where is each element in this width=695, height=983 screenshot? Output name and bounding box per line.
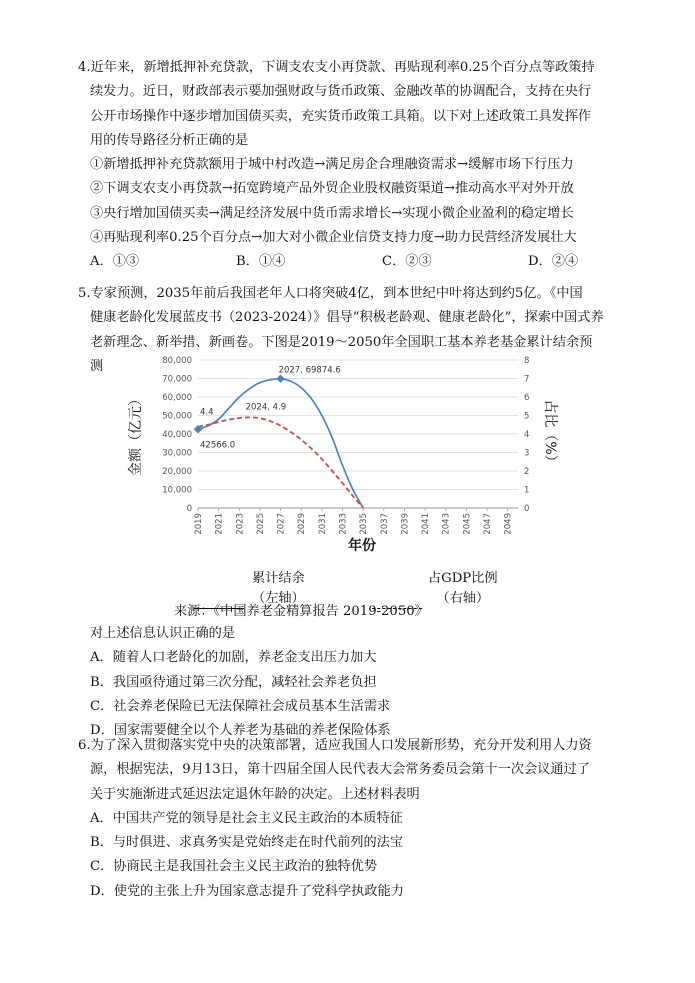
annotation-peak: 2027, 69874.6 [278, 365, 341, 376]
y2-tick-label: 6 [524, 393, 530, 403]
y2-tick-label: 5 [524, 411, 530, 422]
q4-option-c[interactable]: C．②③ [382, 254, 432, 270]
x-tick-label: 2027 [276, 513, 287, 535]
q4-stem-line-2: 续发力。近日，财政部表示要加强财政与货币政策、金融改革的协调配合，支持在央行 [90, 84, 592, 100]
chart-source: 来源：《中国养老金精算报告 2019-2050》 [174, 604, 428, 619]
y-tick-label: 50,000 [162, 411, 192, 422]
q4-option-a[interactable]: A．①③ [90, 254, 140, 270]
q6-stem-line-2: 源，根据宪法，9月13日，第十四届全国人民代表大会常务委员会第十一次会议通过了 [90, 762, 590, 778]
x-tick-label: 2033 [338, 513, 349, 535]
x-tick-label: 2019 [194, 513, 204, 535]
annotation-ratio-peak: 2024, 4.9 [245, 402, 287, 413]
y-tick-label: 70,000 [162, 374, 192, 385]
x-tick-label: 2043 [441, 513, 452, 535]
q4-item-4: ④再贴现利率0.25个百分点→加大对小微企业信贷支持力度→助力民营经济发展壮大 [90, 230, 577, 246]
q6-option-a[interactable]: A．中国共产党的领导是社会主义民主政治的本质特征 [90, 810, 403, 826]
q5-question-and-options [90, 622, 391, 743]
y-tick-label: 80,000 [162, 356, 192, 366]
question-6 [78, 734, 592, 904]
q5-option-d[interactable]: D．国家需要健全以个人养老为基础的养老保险体系 [90, 723, 391, 739]
q6-option-b[interactable]: B．与时俱进、求真务实是党始终走在时代前列的法宝 [90, 835, 404, 851]
q6-option-d[interactable]: D．使党的主张上升为国家意志提升了党科学执政能力 [90, 883, 404, 899]
question-4 [78, 56, 674, 275]
y2-tick-label: 7 [524, 374, 530, 385]
y2-tick-label: 3 [524, 448, 530, 459]
x-tick-label: 2021 [214, 513, 225, 535]
x-tick-label: 2041 [421, 513, 432, 535]
q5-stem-line-3: 老新理念、新举措、新画卷。下图是2019～2050年全国职工基本养老基金累计结余预 [90, 334, 593, 350]
legend-label-gdp: 占GDP比例 [428, 571, 498, 586]
q5-stem-line-1: 5.专家预测，2035年前后我国老年人口将突破4亿，到本世纪中叶将达到约5亿。《中国 [78, 286, 583, 301]
annotation-balance-start: 42566.0 [200, 440, 236, 451]
q4-item-1: ①新增抵押补充贷款额用于城中村改造→满足房企合理融资需求→缓解市场下行压力 [90, 157, 574, 173]
annotation-ratio-start: 4.4 [200, 407, 214, 418]
y2-axis-label: 占比（%） [542, 399, 558, 469]
y-tick-label: 0 [186, 504, 192, 514]
q4-item-3: ③央行增加国债买卖→满足经济发展中货币需求增长→实现小微企业盈利的稳定增长 [90, 205, 574, 221]
q5-option-a[interactable]: A．随着人口老龄化的加剧，养老金支出压力加大 [90, 650, 377, 666]
y-tick-label: 40,000 [162, 430, 192, 440]
q4-stem-line-3: 公开市场操作中逐步增加国债买卖，充实货币政策工具箱。以下对上述政策工具发挥作 [90, 108, 592, 124]
legend-sub-gdp: （右轴） [436, 591, 490, 606]
x-tick-label: 2037 [379, 513, 390, 535]
legend-label-balance: 累计结余 [252, 571, 305, 586]
y-tick-label: 60,000 [162, 393, 192, 403]
chart-axes [198, 508, 518, 511]
q4-options [78, 250, 674, 274]
q4-item-2: ②下调支农支小再贷款→拓宽跨境产品外贸企业股权融资渠道→推动高水平对外开放 [90, 181, 574, 197]
y-tick-label: 30,000 [162, 448, 192, 459]
q5-stem-line-4: 测 [90, 358, 104, 374]
x-tick-label: 2035 [359, 513, 370, 535]
legend-sub-balance: （左轴） [252, 591, 305, 606]
x-tick-label: 2029 [297, 513, 308, 535]
chart-svg [120, 350, 560, 590]
x-tick-label: 2045 [462, 513, 473, 535]
x-tick-label: 2039 [400, 513, 411, 535]
y2-tick-label: 2 [524, 467, 530, 477]
x-axis-label: 年份 [348, 538, 376, 554]
series-line-gdp-ratio [198, 417, 363, 508]
y2-tick-label: 1 [524, 485, 530, 496]
y-axis-label: 金额（亿元） [128, 392, 144, 476]
q5-option-b[interactable]: B．我国亟待通过第三次分配，减轻社会养老负担 [90, 674, 377, 690]
q4-stem-line-1: 4.近年来，新增抵押补充贷款，下调支农支小再贷款、再贴现利率0.25个百分点等政策持 [78, 60, 595, 75]
q6-stem-line-3: 关于实施渐进式延迟法定退休年龄的决定。上述材料表明 [90, 786, 420, 802]
q6-stem-line-1: 6.为了深入贯彻落实党中央的决策部署，适应我国人口发展新形势，充分开发利用人力资 [78, 738, 592, 753]
q4-option-b[interactable]: B．①④ [236, 254, 286, 270]
q5-question: 对上述信息认识正确的是 [90, 626, 236, 641]
x-tick-label: 2049 [503, 513, 514, 535]
q5-stem-line-2: 健康老龄化发展蓝皮书（2023-2024）》倡导“积极老龄观、健康老龄化”，探索中国式养 [90, 310, 604, 326]
y-tick-label: 20,000 [162, 467, 192, 477]
q4-option-d[interactable]: D．②④ [528, 254, 579, 270]
y2-tick-label: 0 [524, 504, 530, 514]
chart-grid [198, 360, 518, 490]
q4-stem-line-4: 用的传导路径分析正确的是 [90, 132, 249, 148]
x-tick-label: 2047 [483, 513, 494, 535]
y2-tick-label: 4 [524, 430, 530, 440]
x-tick-label: 2031 [317, 513, 328, 535]
y2-tick-label: 8 [524, 356, 530, 366]
peak-marker [276, 374, 284, 382]
pension-fund-chart [120, 350, 560, 590]
q5-option-c[interactable]: C．社会养老保险已无法保障社会成员基本生活需求 [90, 698, 391, 714]
y-tick-label: 10,000 [162, 485, 192, 496]
x-tick-label: 2023 [235, 513, 246, 535]
x-tick-label: 2025 [255, 513, 266, 535]
q6-option-c[interactable]: C．协商民主是我国社会主义民主政治的独特优势 [90, 859, 378, 875]
